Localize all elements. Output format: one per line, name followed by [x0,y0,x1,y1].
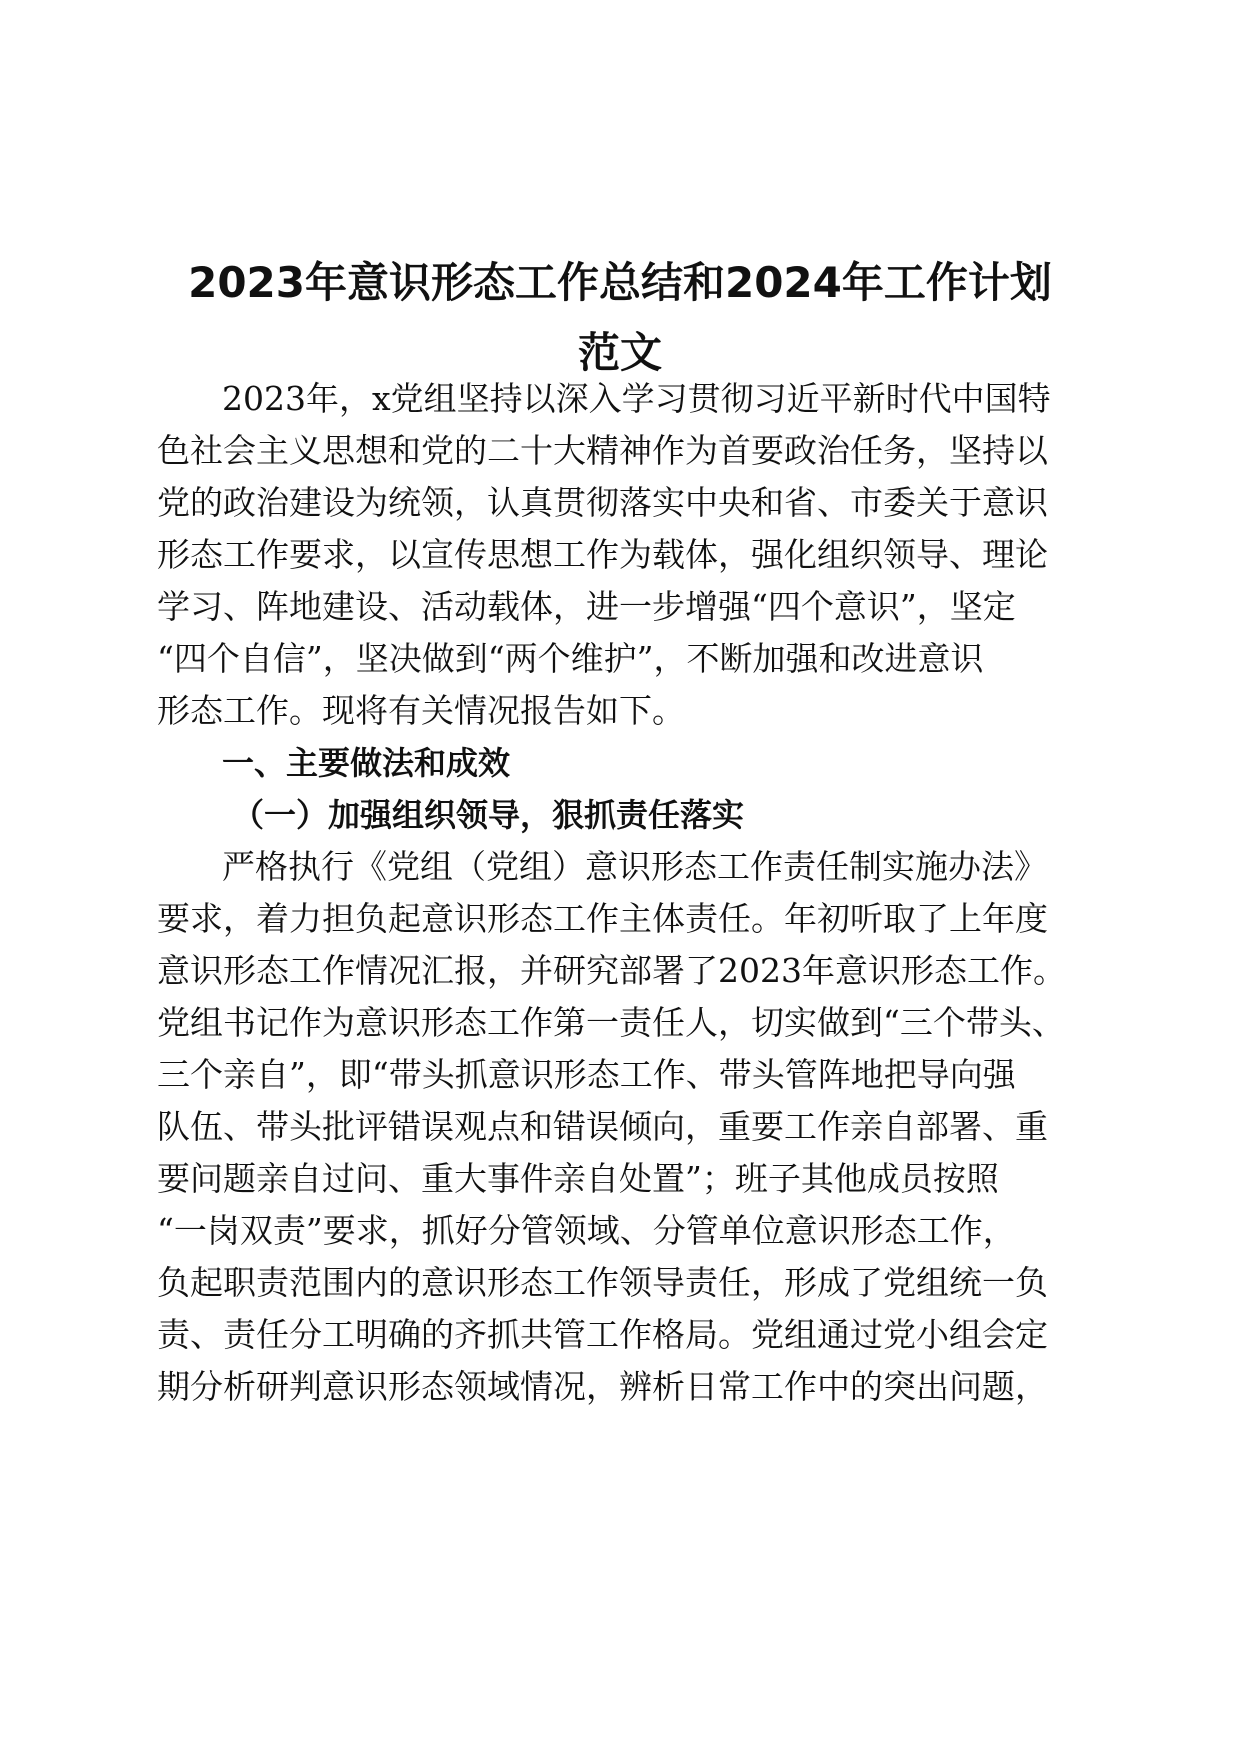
body-paragraph-line: 要求，着力担负起意识形态工作主体责任。年初听取了上年度 [157,899,1048,938]
intro-paragraph-line: 2023年，x党组坚持以深入学习贯彻习近平新时代中国特 [222,379,1051,418]
body-paragraph-line: 要问题亲自过问、重大事件亲自处置”；班子其他成员按照 [157,1159,999,1198]
intro-paragraph-line: 党的政治建设为统领，认真贯彻落实中央和省、市委关于意识 [157,483,1048,522]
intro-paragraph-line: 形态工作。现将有关情况报告如下。 [157,691,685,730]
document-title-line-1: 2023年意识形态工作总结和2024年工作计划 [188,258,1052,307]
intro-paragraph-line: “四个自信”，坚决做到“两个维护”，不断加强和改进意识 [157,639,984,678]
body-paragraph-line: 期分析研判意识形态领域情况，辨析日常工作中的突出问题， [157,1367,1048,1406]
body-paragraph-line: 队伍、带头批评错误观点和错误倾向，重要工作亲自部署、重 [157,1107,1048,1146]
intro-paragraph-line: 色社会主义思想和党的二十大精神作为首要政治任务，坚持以 [157,431,1048,470]
subsection-heading: （一）加强组织领导，狠抓责任落实 [232,796,745,834]
body-paragraph-line: 党组书记作为意识形态工作第一责任人，切实做到“三个带头、 [157,1003,1065,1042]
section-heading: 一、主要做法和成效 [222,744,511,782]
body-paragraph-line: 三个亲自”，即“带头抓意识形态工作、带头管阵地把导向强 [157,1055,1016,1094]
body-paragraph-line: “一岗双责”要求，抓好分管领域、分管单位意识形态工作， [157,1211,1016,1250]
body-paragraph-line: 负起职责范围内的意识形态工作领导责任，形成了党组统一负 [157,1263,1048,1302]
document-title-line-2: 范文 [577,328,662,377]
intro-paragraph-line: 学习、阵地建设、活动载体，进一步增强“四个意识”，坚定 [157,587,1016,626]
intro-paragraph-line: 形态工作要求，以宣传思想工作为载体，强化组织领导、理论 [157,535,1048,574]
body-paragraph-line: 责、责任分工明确的齐抓共管工作格局。党组通过党小组会定 [157,1315,1048,1354]
body-paragraph-line: 严格执行《党组（党组）意识形态工作责任制实施办法》 [222,847,1047,886]
body-paragraph-line: 意识形态工作情况汇报，并研究部署了2023年意识形态工作。 [157,951,1066,990]
